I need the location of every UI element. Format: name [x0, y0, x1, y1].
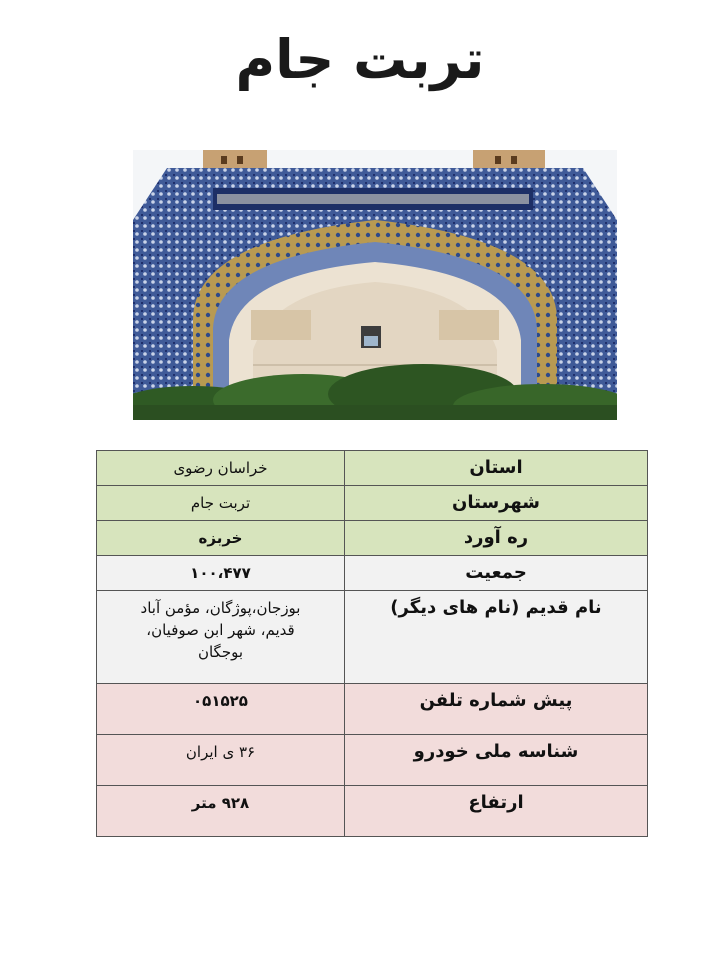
row-key: ره آورد — [345, 521, 648, 556]
row-value: ۳۶ ی ایران — [97, 735, 345, 786]
page-title: تربت جام — [235, 28, 485, 91]
row-key: پیش شماره تلفن — [345, 684, 648, 735]
row-value: بوزجان،پوژگان، مؤمن آباد قدیم، شهر ابن صوفیان، بوجگان — [97, 591, 345, 684]
table-row — [97, 684, 648, 735]
table-row — [97, 556, 648, 591]
row-key: جمعیت — [345, 556, 648, 591]
mosque-portal-photo — [133, 150, 617, 420]
row-value: تربت جام — [97, 486, 345, 521]
table-row — [97, 735, 648, 786]
row-key: شهرستان — [345, 486, 648, 521]
table-row — [97, 591, 648, 684]
row-value: خربزه — [97, 521, 345, 556]
row-value: ۹۲۸ متر — [97, 786, 345, 837]
table-row — [97, 521, 648, 556]
row-key: نام قدیم (نام های دیگر) — [345, 591, 648, 684]
row-value: خراسان رضوی — [97, 451, 345, 486]
table-row — [97, 486, 648, 521]
info-table — [96, 450, 648, 837]
row-value: ۰۵۱۵۲۵ — [97, 684, 345, 735]
row-key: استان — [345, 451, 648, 486]
table-row — [97, 451, 648, 486]
table-row — [97, 786, 648, 837]
row-key: شناسه ملی خودرو — [345, 735, 648, 786]
row-key: ارتفاع — [345, 786, 648, 837]
row-value: ۱۰۰،۴۷۷ — [97, 556, 345, 591]
